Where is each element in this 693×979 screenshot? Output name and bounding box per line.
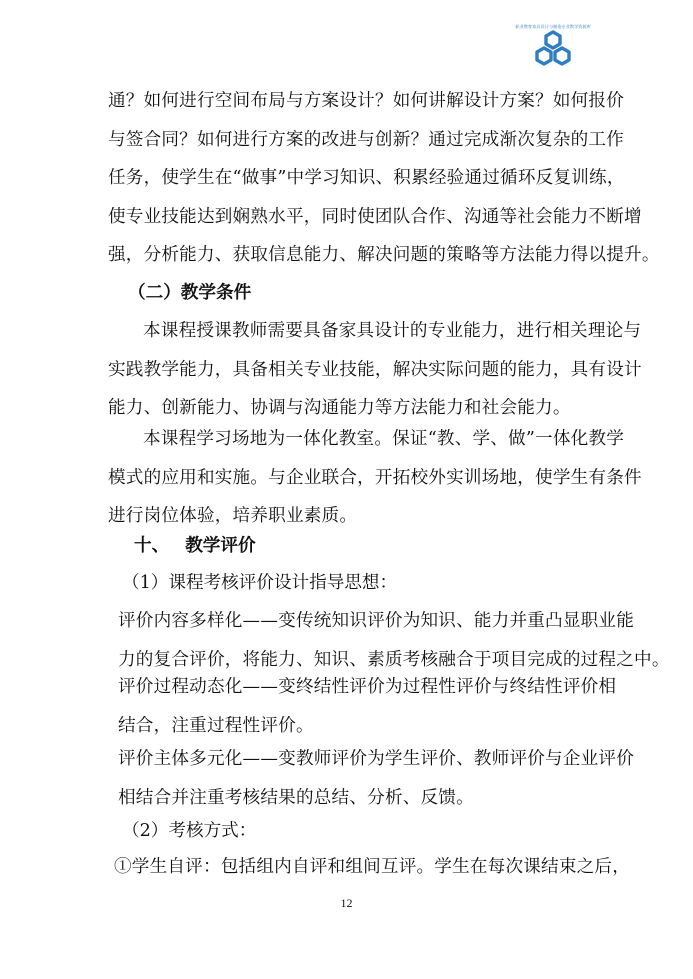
paragraph-subject-pluralism	[118, 740, 635, 817]
text-line: 评价过程动态化——变终结性评价为过程性评价与终结性评价相	[118, 677, 617, 697]
heading-teaching-conditions: （二）教学条件	[128, 282, 252, 303]
text-line: 评价内容多样化——变传统知识评价为知识、能力并重凸显职业能	[118, 611, 635, 631]
section-heading-evaluation	[134, 527, 256, 566]
header-logo	[515, 20, 591, 68]
section-number: 十、	[134, 535, 170, 556]
text-line: 通？如何进行空间布局与方案设计？如何讲解设计方案？如何报价	[108, 91, 625, 111]
school-emblem-icon	[515, 20, 591, 68]
text-line: 与签合同？如何进行方案的改进与创新？通过完成渐次复杂的工作	[108, 129, 625, 150]
text-line: 本课程学习场地为一体化教室。保证“教、学、做”一体化教学	[143, 429, 625, 449]
text-line: 任务，使学生在“做事”中学习知识、积累经验通过循环反复训练，	[108, 168, 625, 188]
text-line: ①学生自评：包括组内自评和组间互评。学生在每次课结束之后，	[114, 857, 631, 877]
paragraph-process-dynamic	[118, 668, 617, 745]
svg-text:职业教育家具设计与制造专业教学资源库: 职业教育家具设计与制造专业教学资源库	[515, 24, 591, 29]
list-item-self-assessment	[114, 848, 631, 887]
paragraph-learning-venue	[108, 420, 642, 536]
text-line: 使专业技能达到娴熟水平，同时使团队合作、沟通等社会能力不断增	[108, 206, 642, 227]
text-line: 模式的应用和实施。与企业联合，开拓校外实训场地，使学生有条件	[108, 467, 642, 488]
text-line: 本课程授课教师需要具备家具设计的专业能力，进行相关理论与	[143, 321, 642, 341]
text-line: 结合，注重过程性评价。	[118, 715, 314, 736]
section-title: 教学评价	[185, 535, 256, 556]
text-line: 能力、创新能力、协调与沟通能力等方法能力和社会能力。	[108, 398, 571, 418]
list-item-design-guidelines: （1）课程考核评价设计指导思想：	[122, 573, 398, 593]
text-line: 评价主体多元化——变教师评价为学生评价、教师评价与企业评价	[118, 749, 635, 769]
list-item-assessment-methods: （2）考核方式：	[122, 821, 257, 841]
paragraph-project-tasks	[108, 82, 660, 275]
text-line: 强，分析能力、获取信息能力、解决问题的策略等方法能力得以提升。	[108, 245, 660, 265]
text-line: 力的复合评价，将能力、知识、素质考核融合于项目完成的过程之中。	[118, 649, 670, 670]
page-number: 12	[340, 896, 353, 910]
text-line: 进行岗位体验，培养职业素质。	[108, 506, 358, 526]
paragraph-teacher-requirements	[108, 312, 642, 428]
text-line: 实践教学能力，具备相关专业技能，解决实际问题的能力，具有设计	[108, 359, 642, 380]
text-line: 相结合并注重考核结果的总结、分析、反馈。	[118, 787, 474, 808]
